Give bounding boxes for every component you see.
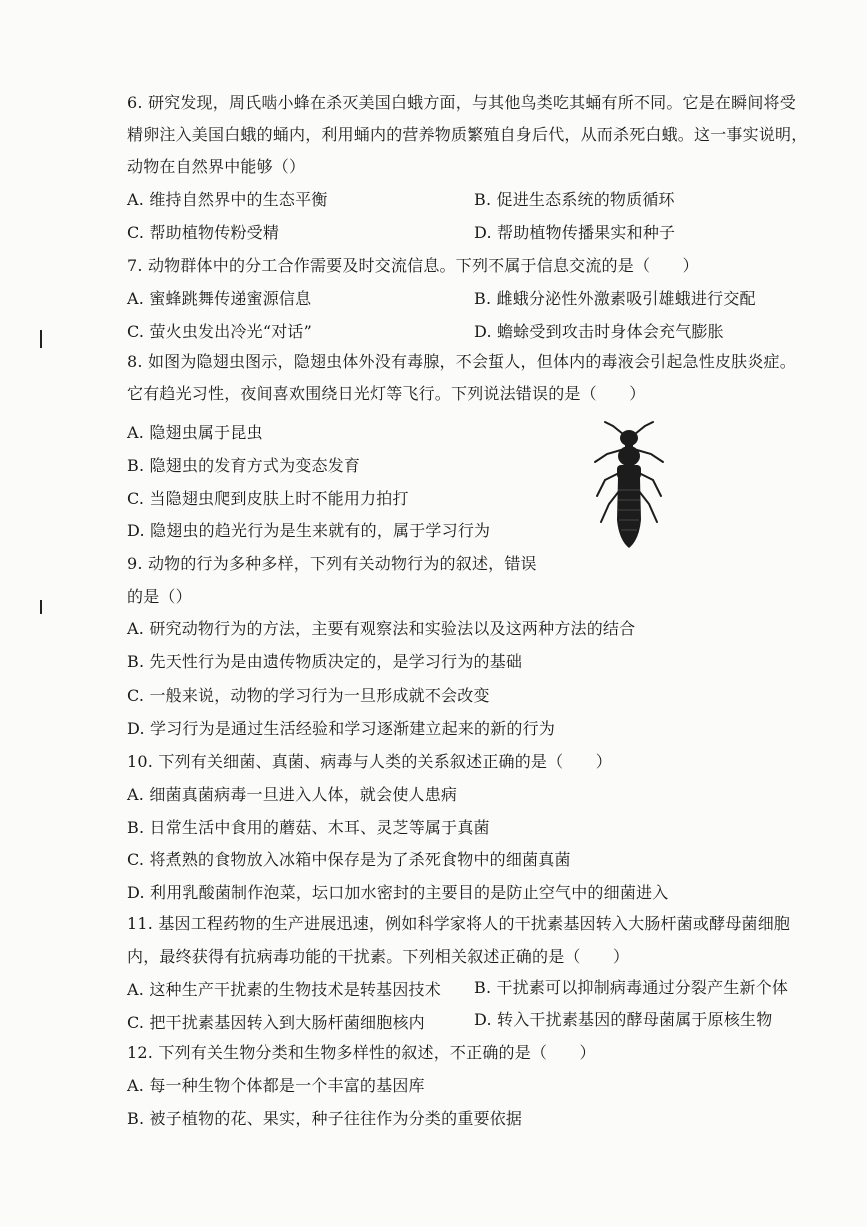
q7-stem: 7. 动物群体中的分工合作需要及时交流信息。下列不属于信息交流的是（ ） [127,256,699,275]
q6-stem-line-2: 精卵注入美国白蛾的蛹内，利用蛹内的营养物质繁殖自身后代，从而杀死白蛾。这一事实说明， [127,125,808,144]
q7-option-b: B. 雌蛾分泌性外激素吸引雄蛾进行交配 [474,289,756,308]
q11-option-a: A. 这种生产干扰素的生物技术是转基因技术 [127,980,441,999]
q11-option-b: B. 干扰素可以抑制病毒通过分裂产生新个体 [474,978,789,997]
q10-option-a: A. 细菌真菌病毒一旦进入人体，就会使人患病 [127,785,458,804]
q9-option-c: C. 一般来说，动物的学习行为一旦形成就不会改变 [127,686,490,705]
q12-stem: 12. 下列有关生物分类和生物多样性的叙述，不正确的是（ ） [127,1043,596,1062]
q9-stem-line-1: 9. 动物的行为多种多样，下列有关动物行为的叙述，错误 [127,554,537,573]
q11-option-c: C. 把干扰素基因转入到大肠杆菌细胞核内 [127,1013,425,1032]
q9-option-a: A. 研究动物行为的方法，主要有观察法和实验法以及这两种方法的结合 [127,619,636,638]
margin-mark [40,330,42,348]
q9-option-b: B. 先天性行为是由遗传物质决定的，是学习行为的基础 [127,652,523,671]
q8-option-d: D. 隐翅虫的趋光行为是生来就有的，属于学习行为 [127,521,491,540]
q11-stem-line-1: 11. 基因工程药物的生产进展迅速，例如科学家将人的干扰素基因转入大肠杆菌或酵母菌细胞 [127,914,791,933]
q6-stem-line-1: 6. 研究发现，周氏啮小蜂在杀灭美国白蛾方面，与其他鸟类吃其蛹有所不同。它是在瞬间将受 [127,93,796,112]
rove-beetle-icon [583,420,675,552]
q12-option-a: A. 每一种生物个体都是一个丰富的基因库 [127,1076,425,1095]
q7-option-d: D. 蟾蜍受到攻击时身体会充气膨胀 [474,322,724,341]
q6-option-b: B. 促进生态系统的物质循环 [474,190,675,209]
q7-option-a: A. 蜜蜂跳舞传递蜜源信息 [127,289,312,308]
q10-stem: 10. 下列有关细菌、真菌、病毒与人类的关系叙述正确的是（ ） [127,752,612,771]
q8-option-b: B. 隐翅虫的发育方式为变态发育 [127,456,361,475]
margin-mark [40,600,42,614]
q10-option-c: C. 将煮熟的食物放入冰箱中保存是为了杀死食物中的细菌真菌 [127,850,571,869]
q8-stem-line-1: 8. 如图为隐翅虫图示，隐翅虫体外没有毒腺，不会蜇人，但体内的毒液会引起急性皮肤炎症。 [127,352,796,371]
q9-option-d: D. 学习行为是通过生活经验和学习逐渐建立起来的新的行为 [127,719,556,738]
q9-stem-line-2: 的是（） [127,587,192,606]
q10-option-d: D. 利用乳酸菌制作泡菜，坛口加水密封的主要目的是防止空气中的细菌进入 [127,883,669,902]
q11-stem-line-2: 内，最终获得有抗病毒功能的干扰素。下列相关叙述正确的是（ ） [127,947,630,966]
q7-option-c: C. 萤火虫发出冷光“对话” [127,322,313,341]
q10-option-b: B. 日常生活中食用的蘑菇、木耳、灵芝等属于真菌 [127,818,490,837]
q12-option-b: B. 被子植物的花、果实，种子往往作为分类的重要依据 [127,1109,523,1128]
q6-stem-line-3: 动物在自然界中能够（） [127,157,306,176]
q6-option-d: D. 帮助植物传播果实和种子 [474,223,676,242]
q8-option-a: A. 隐翅虫属于昆虫 [127,423,263,442]
q6-option-c: C. 帮助植物传粉受精 [127,223,280,242]
q8-stem-line-2: 它有趋光习性，夜间喜欢围绕日光灯等飞行。下列说法错误的是（ ） [127,384,646,403]
q8-option-c: C. 当隐翅虫爬到皮肤上时不能用力拍打 [127,489,409,508]
q6-option-a: A. 维持自然界中的生态平衡 [127,190,328,209]
q11-option-d: D. 转入干扰素基因的酵母菌属于原核生物 [474,1010,773,1029]
